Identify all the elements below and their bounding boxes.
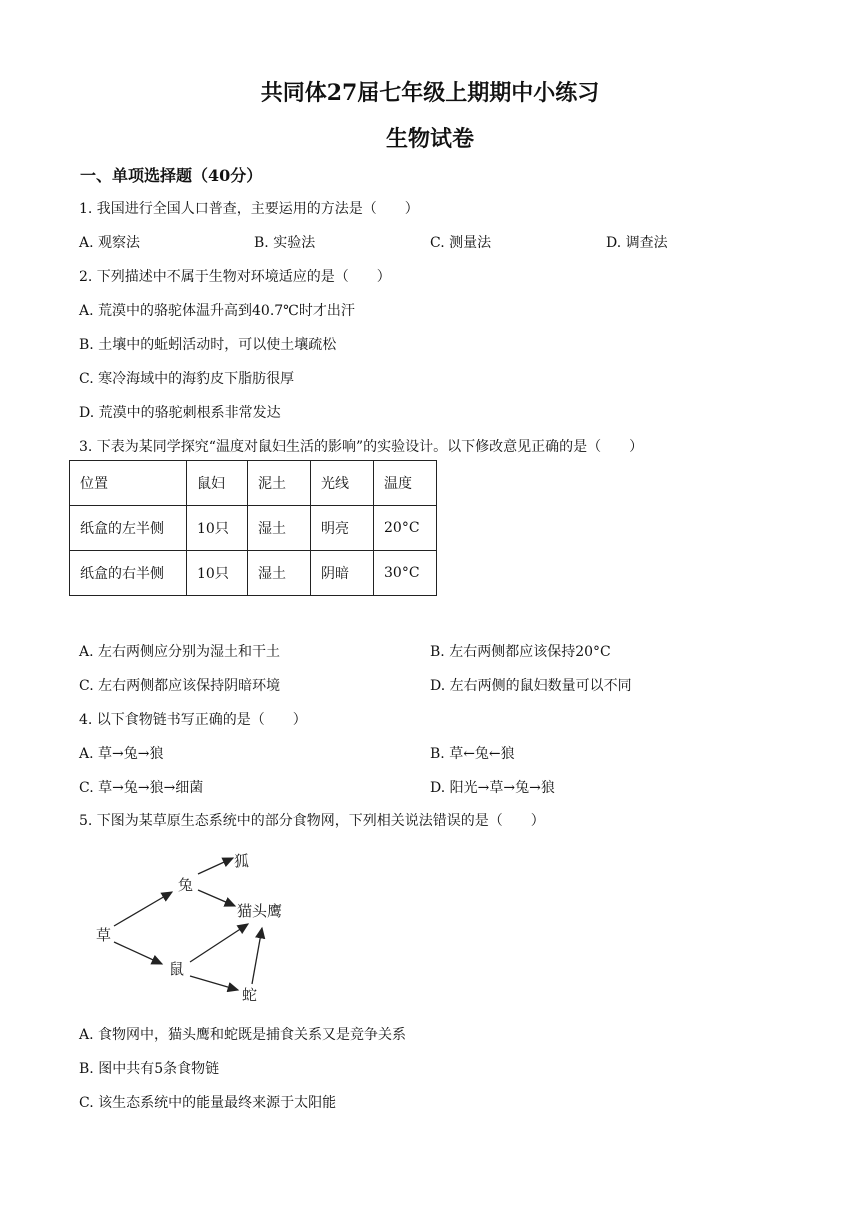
table-header-cell: 温度 xyxy=(374,461,437,506)
question-2-stem: 2. 下列描述中不属于生物对环境适应的是（ ） xyxy=(79,269,391,285)
question-2-option-d: D. 荒漠中的骆驼刺根系非常发达 xyxy=(79,405,281,421)
question-3-option-b: B. 左右两侧都应该保持20°C xyxy=(430,644,611,660)
arrow-rabbit-to-owl xyxy=(198,890,235,906)
question-5-stem: 5. 下图为某草原生态系统中的部分食物网，下列相关说法错误的是（ ） xyxy=(79,813,545,829)
food-web-diagram xyxy=(90,844,320,1009)
table-header-cell: 鼠妇 xyxy=(187,461,248,506)
question-2-option-c: C. 寒冷海域中的海豹皮下脂肪很厚 xyxy=(79,371,295,387)
question-1-stem: 1. 我国进行全国人口普查，主要运用的方法是（ ） xyxy=(79,201,419,217)
table-cell: 纸盒的右半侧 xyxy=(70,551,187,596)
table-row xyxy=(70,506,437,551)
question-3-option-c: C. 左右两侧都应该保持阴暗环境 xyxy=(79,678,281,694)
experiment-table xyxy=(69,460,437,596)
node-mouse: 鼠 xyxy=(169,960,185,978)
node-snake: 蛇 xyxy=(242,986,258,1004)
table-header-cell: 位置 xyxy=(70,461,187,506)
question-4-stem: 4. 以下食物链书写正确的是（ ） xyxy=(79,712,307,728)
table-header-cell: 光线 xyxy=(311,461,374,506)
question-3-option-d: D. 左右两侧的鼠妇数量可以不同 xyxy=(430,678,632,694)
question-5-option-a: A. 食物网中，猫头鹰和蛇既是捕食关系又是竞争关系 xyxy=(79,1027,407,1043)
question-2-option-b: B. 土壤中的蚯蚓活动时，可以使土壤疏松 xyxy=(79,337,337,353)
page-title: 共同体27届七年级上期期中小练习 xyxy=(260,80,600,106)
table-header-row xyxy=(70,461,437,506)
table-cell: 湿土 xyxy=(248,551,311,596)
page-subtitle: 生物试卷 xyxy=(385,126,474,152)
arrow-mouse-to-owl xyxy=(190,924,248,962)
question-3-option-a: A. 左右两侧应分别为湿土和干土 xyxy=(79,644,281,660)
question-2-option-a: A. 荒漠中的骆驼体温升高到40.7℃时才出汗 xyxy=(79,303,355,319)
table-cell: 20°C xyxy=(374,506,437,551)
question-1-option-d: D. 调查法 xyxy=(606,235,668,251)
question-1-option-a: A. 观察法 xyxy=(79,235,141,251)
table-cell: 30°C xyxy=(374,551,437,596)
node-owl: 猫头鹰 xyxy=(237,902,283,920)
node-grass: 草 xyxy=(96,926,112,944)
table-header-cell: 泥土 xyxy=(248,461,311,506)
arrow-mouse-to-snake xyxy=(190,976,238,990)
question-4-option-d: D. 阳光→草→兔→狼 xyxy=(430,780,555,796)
table-cell: 10只 xyxy=(187,551,248,596)
question-5-option-b: B. 图中共有5条食物链 xyxy=(79,1061,220,1077)
table-cell: 10只 xyxy=(187,506,248,551)
arrow-rabbit-to-fox xyxy=(198,858,233,874)
table-cell: 纸盒的左半侧 xyxy=(70,506,187,551)
section-heading: 一、单项选择题（40分） xyxy=(80,166,263,185)
question-5-option-c: C. 该生态系统中的能量最终来源于太阳能 xyxy=(79,1095,337,1111)
arrow-grass-to-mouse xyxy=(114,942,162,964)
node-rabbit: 兔 xyxy=(178,876,194,894)
arrow-snake-to-owl xyxy=(252,928,262,984)
question-4-option-a: A. 草→兔→狼 xyxy=(79,746,164,762)
question-1-option-c: C. 测量法 xyxy=(430,235,492,251)
node-fox: 狐 xyxy=(234,852,250,870)
question-3-stem: 3. 下表为某同学探究“温度对鼠妇生活的影响”的实验设计。以下修改意见正确的是（ ） xyxy=(79,439,644,455)
table-row xyxy=(70,551,437,596)
question-1-option-b: B. 实验法 xyxy=(254,235,316,251)
table-cell: 阴暗 xyxy=(311,551,374,596)
table-cell: 湿土 xyxy=(248,506,311,551)
table-cell: 明亮 xyxy=(311,506,374,551)
question-4-option-b: B. 草←兔←狼 xyxy=(430,746,515,762)
arrow-grass-to-rabbit xyxy=(114,892,172,926)
question-4-option-c: C. 草→兔→狼→细菌 xyxy=(79,780,204,796)
